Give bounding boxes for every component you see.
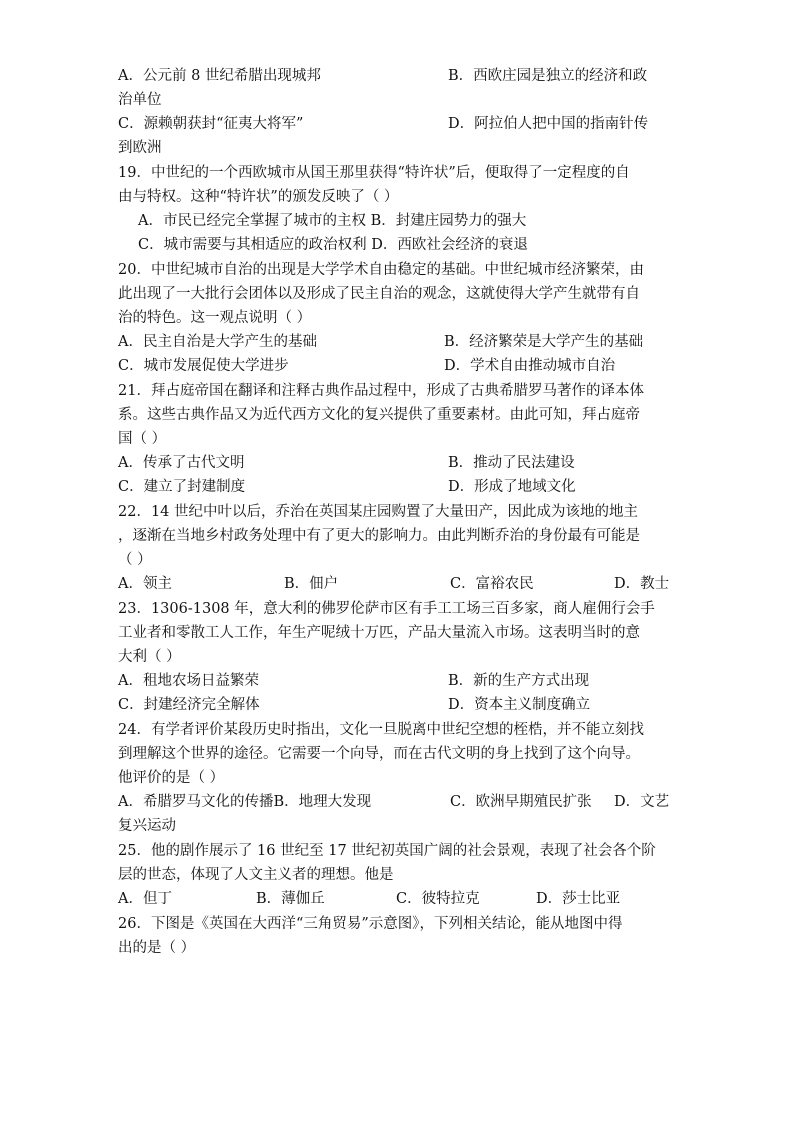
q18-option-b-continued: 治单位 xyxy=(118,92,162,108)
q25-stem-line-2: 层的世态，体现了人文主义者的理想。他是 xyxy=(118,867,394,883)
q22-option-b[interactable]: B．佃户 xyxy=(284,576,339,592)
q24-stem-line-1: 24．有学者评价某段历史时指出，文化一旦脱离中世纪空想的桎梏，并不能立刻找 xyxy=(118,722,644,738)
q26-stem-line-2: 出的是（ ） xyxy=(118,940,196,956)
q21-stem-line-3: 国（ ） xyxy=(118,431,167,447)
q21-option-c[interactable]: C．建立了封建制度 xyxy=(118,479,246,495)
q25-option-c[interactable]: C．彼特拉克 xyxy=(396,891,480,907)
q21-stem-line-1: 21．拜占庭帝国在翻译和注释古典作品过程中，形成了古典希腊罗马著作的译本体 xyxy=(118,383,644,399)
q25-option-a[interactable]: A．但丁 xyxy=(118,891,172,907)
q22-stem-line-2: ，逐渐在当地乡村政务处理中有了更大的影响力。由此判断乔治的身份最有可能是 xyxy=(118,528,640,544)
q24-option-d[interactable]: D．文艺 xyxy=(614,794,670,810)
q20-option-a[interactable]: A．民主自治是大学产生的基础 xyxy=(118,334,317,350)
q21-option-a[interactable]: A．传承了古代文明 xyxy=(118,455,245,471)
q20-option-c[interactable]: C．城市发展促使大学进步 xyxy=(118,358,289,374)
q23-stem-line-1: 23．1306-1308 年，意大利的佛罗伦萨市区有手工工场三百多家，商人雇佣行会手 xyxy=(118,601,655,617)
q24-stem-line-3: 他评价的是（ ） xyxy=(118,770,225,786)
q21-option-b[interactable]: B．推动了民法建设 xyxy=(448,455,575,471)
q18-option-d[interactable]: D．阿拉伯人把中国的指南针传 xyxy=(448,116,649,132)
q19-stem-line-1: 19．中世纪的一个西欧城市从国王那里获得“特许状”后，便取得了一定程度的自 xyxy=(118,165,630,181)
q20-option-d[interactable]: D．学术自由推动城市自治 xyxy=(444,358,616,374)
q21-stem-line-2: 系。这些古典作品又为近代西方文化的复兴提供了重要素材。由此可知，拜占庭帝 xyxy=(118,407,640,423)
q22-stem-line-3: （ ） xyxy=(118,552,152,568)
q19-options-ab[interactable]: A．市民已经完全掌握了城市的主权 B．封建庄园势力的强大 xyxy=(138,213,527,229)
q25-stem-line-1: 25．他的剧作展示了 16 世纪至 17 世纪初英国广阔的社会景观，表现了社会各个阶 xyxy=(118,843,656,859)
q23-option-c[interactable]: C．封建经济完全解体 xyxy=(118,697,260,713)
q24-option-c[interactable]: C．欧洲早期殖民扩张 xyxy=(450,794,592,810)
q18-option-b[interactable]: B．西欧庄园是独立的经济和政 xyxy=(448,68,648,84)
q18-option-d-continued: 到欧洲 xyxy=(118,140,162,156)
q23-option-d[interactable]: D．资本主义制度确立 xyxy=(448,697,591,713)
q20-option-b[interactable]: B．经济繁荣是大学产生的基础 xyxy=(444,334,644,350)
q21-option-d[interactable]: D．形成了地域文化 xyxy=(448,479,576,495)
q19-options-cd[interactable]: C．城市需要与其相适应的政治权利 D．西欧社会经济的衰退 xyxy=(138,237,528,253)
q23-option-a[interactable]: A．租地农场日益繁荣 xyxy=(118,673,259,689)
q23-stem-line-3: 大利（ ） xyxy=(118,649,181,665)
q20-stem-line-3: 治的特色。这一观点说明（ ） xyxy=(118,310,312,326)
q23-stem-line-2: 工业者和零散工人工作，年生产呢绒十万匹，产品大量流入市场。这表明当时的意 xyxy=(118,625,640,641)
q19-stem-line-2: 由与特权。这种“特许状”的颁发反映了（ ） xyxy=(118,189,399,205)
q18-option-c[interactable]: C．源赖朝获封“征夷大将军” xyxy=(118,116,304,132)
q24-option-d-continued: 复兴运动 xyxy=(118,818,176,834)
q25-option-d[interactable]: D．莎士比亚 xyxy=(536,891,621,907)
q18-option-a[interactable]: A．公元前 8 世纪希腊出现城邦 xyxy=(118,68,321,84)
q22-stem-line-1: 22．14 世纪中叶以后，乔治在英国某庄园购置了大量田产，因此成为该地的地主 xyxy=(118,504,639,520)
q22-option-a[interactable]: A．领主 xyxy=(118,576,172,592)
q20-stem-line-2: 此出现了一大批行会团体以及形成了民主自治的观念，这就使得大学产生就带有自 xyxy=(118,286,640,302)
q24-options-ab[interactable]: A．希腊罗马文化的传播B．地理大发现 xyxy=(118,794,372,810)
q22-option-c[interactable]: C．富裕农民 xyxy=(450,576,534,592)
q20-stem-line-1: 20．中世纪城市自治的出现是大学学术自由稳定的基础。中世纪城市经济繁荣，由 xyxy=(118,262,644,278)
q26-stem-line-1: 26．下图是《英国在大西洋“三角贸易”示意图》，下列相关结论，能从地图中得 xyxy=(118,916,623,932)
q24-stem-line-2: 到理解这个世界的途径。它需要一个向导，而在古代文明的身上找到了这个向导。 xyxy=(118,746,640,762)
q22-option-d[interactable]: D．教士 xyxy=(614,576,670,592)
q23-option-b[interactable]: B．新的生产方式出现 xyxy=(448,673,590,689)
q25-option-b[interactable]: B．薄伽丘 xyxy=(256,891,325,907)
